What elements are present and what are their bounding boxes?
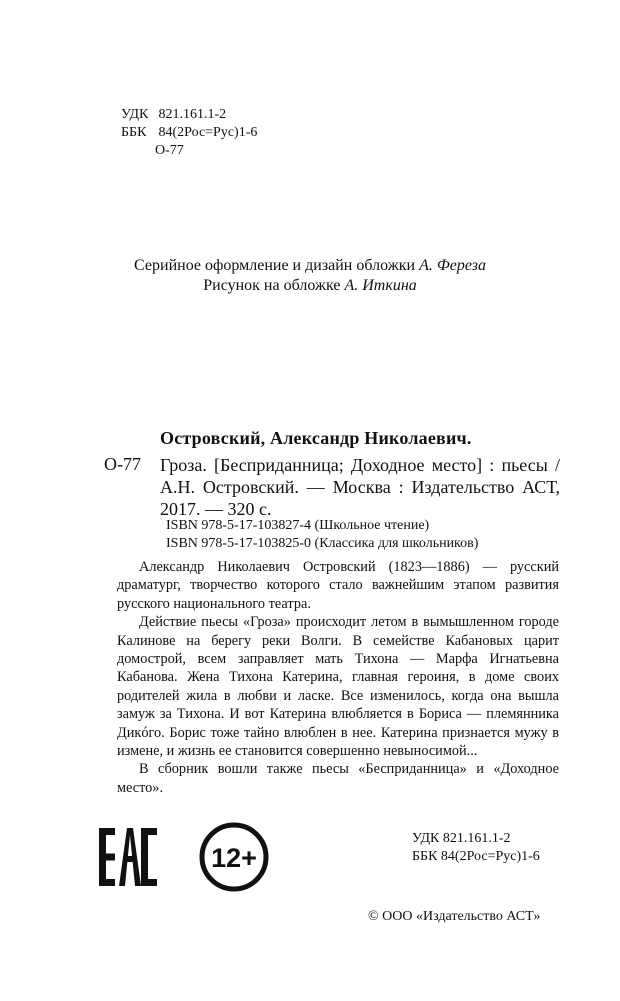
udk-label: УДК bbox=[121, 107, 149, 122]
top-classification-codes bbox=[121, 106, 257, 160]
author-mark: О-77 bbox=[155, 143, 184, 158]
udk-code: УДК 821.161.1-2 bbox=[412, 831, 511, 846]
cover-design-credit bbox=[0, 256, 620, 276]
age-rating-badge-icon bbox=[198, 821, 270, 893]
bottom-classification-codes bbox=[412, 830, 540, 866]
cover-illustration-text: Рисунок на обложке bbox=[203, 277, 345, 294]
bbk-code: ББК 84(2Рос=Рус)1-6 bbox=[412, 849, 540, 864]
udk-row bbox=[121, 106, 257, 124]
age-rating-label: 12+ bbox=[211, 843, 257, 873]
bbk-label: ББК bbox=[121, 125, 147, 140]
author-heading: Островский, Александр Николаевич. bbox=[160, 428, 472, 448]
copyright-notice: © ООО «Издательство АСТ» bbox=[368, 909, 541, 924]
isbn-line: ISBN 978-5-17-103827-4 (Школьное чтение) bbox=[166, 518, 430, 533]
annotation-paragraph: В сборник вошли также пьесы «Бесприданница» и «Доходное место». bbox=[117, 761, 559, 796]
cover-illustration-credit bbox=[0, 276, 620, 296]
cover-illustrator-name: А. Иткина bbox=[344, 277, 417, 294]
isbn-line: ISBN 978-5-17-103825-0 (Классика для школьников) bbox=[166, 536, 479, 551]
bbk-row bbox=[121, 124, 257, 142]
isbn-block bbox=[166, 517, 478, 553]
design-credits bbox=[0, 256, 620, 296]
cover-designer-name: А. Фереза bbox=[419, 257, 486, 274]
annotation-paragraph: Александр Николаевич Островский (1823—1886) — русский драматург, творчество которого стало важнейшим этапом развития русского национального театра. bbox=[117, 559, 559, 612]
annotation bbox=[117, 558, 559, 797]
cover-design-text: Серийное оформление и дизайн обложки bbox=[134, 257, 420, 274]
bibliographic-description: Гроза. [Бесприданница; Доходное место] : пьесы / А.Н. Островский. — Москва : Издательство АСТ, 2017. — 320 с. bbox=[160, 455, 560, 519]
bbk-value: 84(2Рос=Рус)1-6 bbox=[158, 125, 258, 140]
catalog-code: О-77 bbox=[104, 454, 141, 474]
annotation-paragraph: Действие пьесы «Гроза» происходит летом в вымышленном городе Калинове на берегу реки Волги. В семействе Кабановых царит домострой, всем заправляет мать Тихона — Марфа Игнатьевна Кабанова. Жена Тихона Катерина, главная героиня, в доме своих родителей жила в любви и ласке. Все изменилось, когда она вышла замуж за Тихона. И вот Катерина влюбляется в Бориса — племянника Дикóго. Борис тоже тайно влюблен в нее. Катерина признается мужу в измене, и жизнь ее становится совершенно невыносимой... bbox=[117, 614, 559, 760]
eac-conformity-mark-icon bbox=[97, 826, 159, 888]
udk-value: 821.161.1-2 bbox=[158, 107, 227, 122]
